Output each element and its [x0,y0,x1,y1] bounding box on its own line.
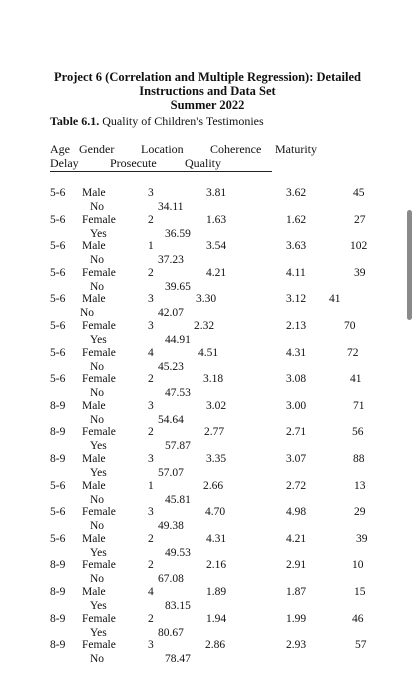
cell-age: 5-6 [50,320,66,332]
cell-delay: 13 [354,479,366,492]
cell-location: 4 [148,346,154,359]
cell-gender: Male [82,240,106,253]
cell-maturity: 1.99 [286,612,307,625]
cell-prosecute: Yes [90,626,107,639]
cell-age: 5-6 [50,506,66,519]
cell-coherence: 2.77 [204,426,225,439]
cell-coherence: 2.86 [205,639,226,652]
cell-prosecute: Yes [90,227,107,240]
cell-coherence: 2.66 [203,479,224,492]
cell-location: 3 [148,453,154,465]
cell-location: 2 [148,559,154,572]
cell-prosecute: No [90,387,105,400]
cell-coherence: 3.81 [206,187,227,199]
cell-location: 3 [148,506,154,519]
header-underline [50,171,272,172]
cell-delay: 46 [352,612,364,625]
cell-delay: 88 [353,453,365,465]
header-quality: Quality [185,156,221,170]
cell-age: 8-9 [50,586,66,598]
cell-prosecute: Yes [90,467,107,479]
cell-delay: 41 [329,293,341,306]
header-location: Location [141,142,184,156]
cell-delay: 45 [353,187,365,199]
cell-gender: Male [82,453,106,465]
cell-maturity: 2.93 [286,639,307,652]
cell-location: 2 [148,373,154,386]
cell-coherence: 4.70 [205,506,226,519]
cell-gender: Female [82,346,116,359]
cell-quality: 80.67 [158,626,184,639]
cell-maturity: 2.72 [286,479,307,492]
cell-delay: 27 [354,213,366,226]
cell-location: 4 [148,586,154,598]
document-title [0,70,415,112]
cell-location: 2 [148,266,154,279]
cell-age: 8-9 [50,612,66,625]
cell-gender: Male [82,399,106,412]
cell-gender: Female [82,559,116,572]
cell-gender: Female [82,612,116,625]
header-gender: Gender [79,142,115,156]
cell-gender: Female [82,639,116,652]
cell-maturity: 3.00 [286,399,307,412]
cell-age: 8-9 [50,453,66,465]
cell-age: 5-6 [50,532,66,545]
cell-delay: 39 [356,532,368,545]
cell-quality: 44.91 [165,334,191,346]
cell-coherence: 2.16 [206,559,227,572]
cell-delay: 10 [352,559,364,572]
cell-coherence: 2.32 [194,320,215,332]
cell-prosecute: No [90,520,105,533]
cell-age: 5-6 [50,240,66,253]
cell-prosecute: No [90,573,105,586]
cell-location: 3 [148,293,154,306]
cell-location: 2 [148,532,154,545]
cell-maturity: 3.63 [286,240,307,253]
table-label: Table 6.1. [50,114,100,128]
cell-location: 1 [148,240,154,253]
cell-quality: 67.08 [158,573,184,586]
cell-maturity: 3.12 [286,293,307,306]
cell-quality: 83.15 [165,600,191,612]
cell-prosecute: No [80,307,95,320]
cell-prosecute: Yes [90,334,107,346]
cell-age: 5-6 [50,479,66,492]
scrollbar[interactable] [407,210,412,320]
cell-delay: 39 [354,266,366,279]
cell-coherence: 3.35 [206,453,227,465]
cell-maturity: 2.91 [286,559,307,572]
cell-gender: Female [82,266,116,279]
cell-quality: 36.59 [165,227,191,240]
cell-quality: 57.07 [158,467,184,479]
cell-prosecute: No [90,360,105,373]
table-caption [50,114,264,129]
table-caption-text: Quality of Children's Testimonies [102,114,264,128]
cell-delay: 72 [347,346,359,359]
cell-quality: 42.07 [158,307,184,320]
cell-prosecute: Yes [90,440,107,453]
cell-quality: 78.47 [165,653,191,666]
cell-delay: 41 [350,373,362,386]
cell-coherence: 1.63 [206,213,227,226]
cell-location: 3 [148,639,154,652]
cell-maturity: 1.62 [286,213,307,226]
cell-quality: 37.23 [158,254,184,267]
cell-maturity: 2.13 [286,320,307,332]
cell-coherence: 4.51 [198,346,219,359]
cell-location: 3 [148,399,154,412]
cell-prosecute: No [90,493,105,506]
cell-gender: Male [82,293,106,306]
cell-maturity: 4.98 [286,506,307,519]
cell-coherence: 3.18 [203,373,224,386]
cell-gender: Female [82,506,116,519]
cell-age: 8-9 [50,639,66,652]
cell-quality: 45.23 [158,360,184,373]
cell-prosecute: No [90,413,105,426]
cell-maturity: 3.07 [286,453,307,465]
header-age: Age [50,142,70,156]
cell-coherence: 3.54 [206,240,227,253]
cell-delay: 70 [344,320,356,332]
cell-coherence: 3.30 [196,293,217,306]
cell-age: 5-6 [50,346,66,359]
cell-coherence: 1.89 [206,586,227,598]
cell-age: 5-6 [50,293,66,306]
cell-quality: 45.81 [165,493,191,506]
cell-quality: 34.11 [158,201,184,213]
cell-maturity: 4.11 [286,266,306,279]
header-prosecute: Prosecute [110,156,157,170]
cell-quality: 49.53 [165,546,191,559]
cell-delay: 56 [352,426,364,439]
cell-age: 5-6 [50,266,66,279]
header-delay: Delay [50,156,79,170]
cell-age: 8-9 [50,399,66,412]
cell-maturity: 4.21 [286,532,307,545]
cell-coherence: 1.94 [206,612,227,625]
cell-gender: Female [82,373,116,386]
cell-delay: 57 [355,639,367,652]
cell-maturity: 1.87 [286,586,307,598]
title-line-3: Summer 2022 [170,98,245,112]
cell-quality: 47.53 [165,387,191,400]
cell-delay: 102 [350,240,368,253]
cell-gender: Male [82,532,106,545]
cell-age: 5-6 [50,213,66,226]
cell-age: 5-6 [50,187,66,199]
cell-maturity: 3.62 [286,187,307,199]
cell-gender: Male [82,187,106,199]
cell-delay: 15 [354,586,366,598]
cell-prosecute: No [90,653,105,666]
cell-prosecute: No [90,201,105,213]
cell-maturity: 3.08 [286,373,307,386]
title-line-2: Instructions and Data Set [139,84,276,98]
cell-gender: Female [82,213,116,226]
cell-age: 8-9 [50,426,66,439]
cell-location: 3 [148,320,154,332]
cell-coherence: 3.02 [206,399,227,412]
cell-prosecute: No [90,280,105,293]
cell-location: 2 [148,426,154,439]
cell-quality: 39.65 [165,280,191,293]
cell-quality: 57.87 [165,440,191,453]
cell-delay: 29 [354,506,366,519]
cell-prosecute: Yes [90,546,107,559]
cell-location: 3 [148,187,154,199]
title-line-1: Project 6 (Correlation and Multiple Regression): Detailed [54,70,361,84]
cell-gender: Female [82,426,116,439]
cell-coherence: 4.21 [206,266,227,279]
cell-quality: 54.64 [158,413,184,426]
cell-location: 2 [148,213,154,226]
cell-maturity: 4.31 [286,346,307,359]
cell-maturity: 2.71 [286,426,307,439]
header-coherence: Coherence [210,142,262,156]
cell-location: 2 [148,612,154,625]
cell-delay: 71 [353,399,365,412]
cell-prosecute: No [90,254,105,267]
cell-coherence: 4.31 [206,532,227,545]
cell-age: 8-9 [50,559,66,572]
cell-age: 5-6 [50,373,66,386]
cell-gender: Male [82,479,106,492]
cell-gender: Female [82,320,116,332]
cell-quality: 49.38 [158,520,184,533]
cell-gender: Male [82,586,106,598]
cell-prosecute: Yes [90,600,107,612]
header-maturity: Maturity [275,142,317,156]
cell-location: 1 [148,479,154,492]
